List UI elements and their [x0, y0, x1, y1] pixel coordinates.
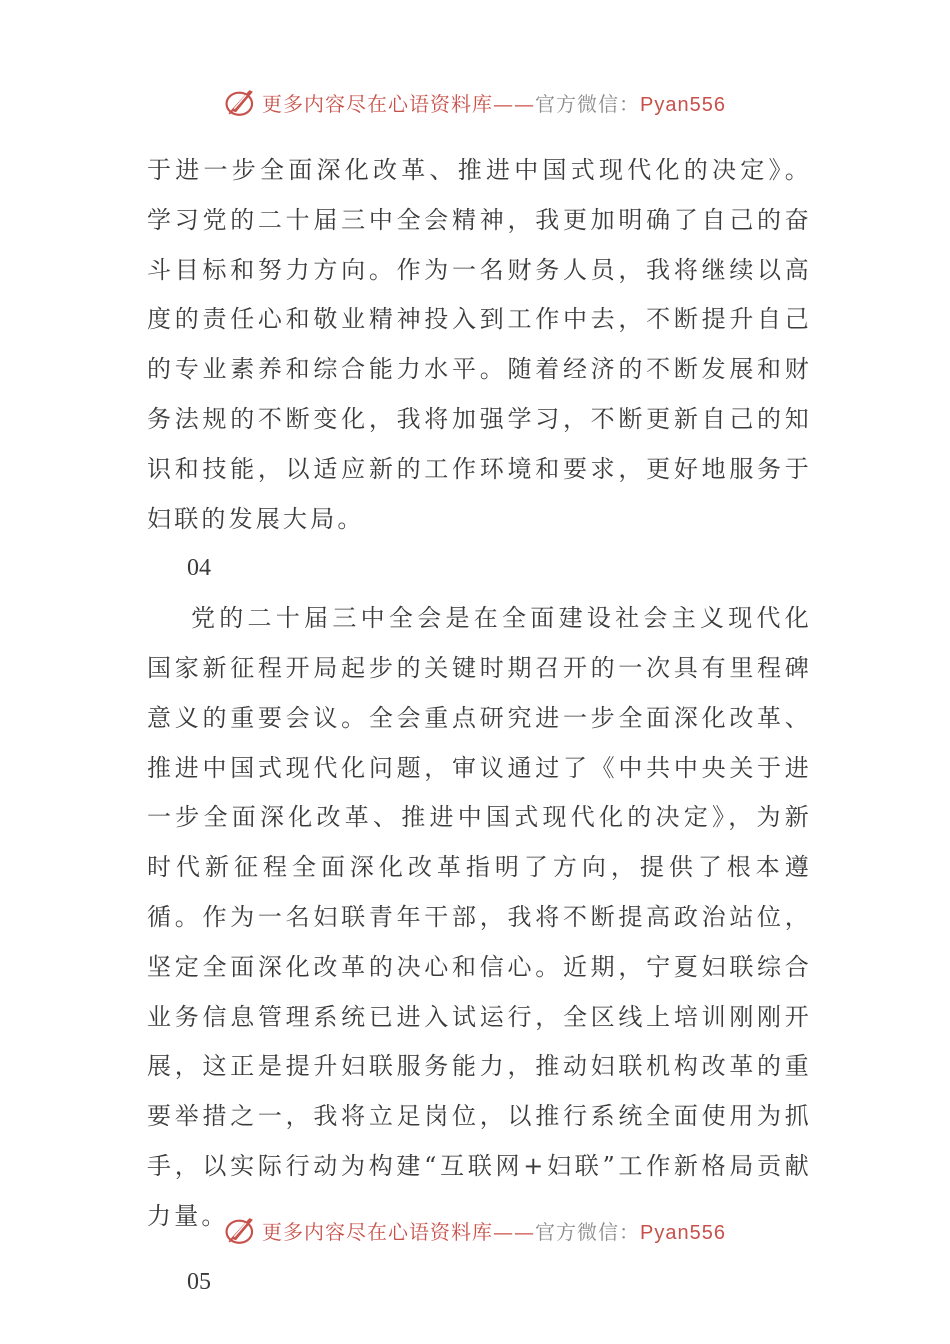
header-banner [0, 82, 950, 122]
footer-dash: —— [493, 1219, 536, 1244]
document-body [147, 146, 812, 1307]
paragraph-section-04: 党的二十届三中全会是在全面建设社会主义现代化国家新征程开局起步的关键时期召开的一次具有里程碑意义的重要会议。全会重点研究进一步全面深化改革、推进中国式现代化问题，审议通过了《中共中央关于进一步全面深化改革、推进中国式现代化的决定》，为新时代新征程全面深化改革指明了方向，提供了根本遵循。作为一名妇联青年干部，我将不断提高政治站位，坚定全面深化改革的决心和信心。近期，宁夏妇联综合业务信息管理系统已进入试运行，全区线上培训刚刚开展，这正是提升妇联服务能力，推动妇联机构改革的重要举措之一，我将立足岗位，以推行系统全面使用为抓手，以实际行动为构建“互联网+妇联”工作新格局贡献力量。 [147, 604, 812, 1230]
section-number-04: 04 [187, 555, 211, 582]
quill-logo-icon [224, 1213, 258, 1247]
footer-banner [0, 1210, 950, 1250]
footer-official-label: 官方微信： [535, 1219, 641, 1244]
header-official-label: 官方微信： [535, 91, 641, 116]
header-banner-text [262, 88, 726, 117]
paragraph-continued: 于进一步全面深化改革、推进中国式现代化的决定》。学习党的二十届三中全会精神，我更加明确了自己的奋斗目标和努力方向。作为一名财务人员，我将继续以高度的责任心和敬业精神投入到工作中去，不断提升自己的专业素养和综合能力水平。随着经济的不断发展和财务法规的不断变化，我将加强学习，不断更新自己的知识和技能，以适应新的工作环境和要求，更好地服务于妇联的发展大局。 [147, 156, 812, 533]
footer-wechat-id: Pyan556 [640, 1221, 726, 1244]
header-dash: —— [493, 91, 536, 116]
footer-banner-text [262, 1216, 726, 1245]
footer-brand-text: 更多内容尽在心语资料库 [262, 1219, 494, 1244]
quill-logo-icon [224, 85, 258, 119]
header-wechat-id: Pyan556 [640, 93, 726, 116]
header-brand-text: 更多内容尽在心语资料库 [262, 91, 494, 116]
section-number-05: 05 [187, 1268, 211, 1295]
